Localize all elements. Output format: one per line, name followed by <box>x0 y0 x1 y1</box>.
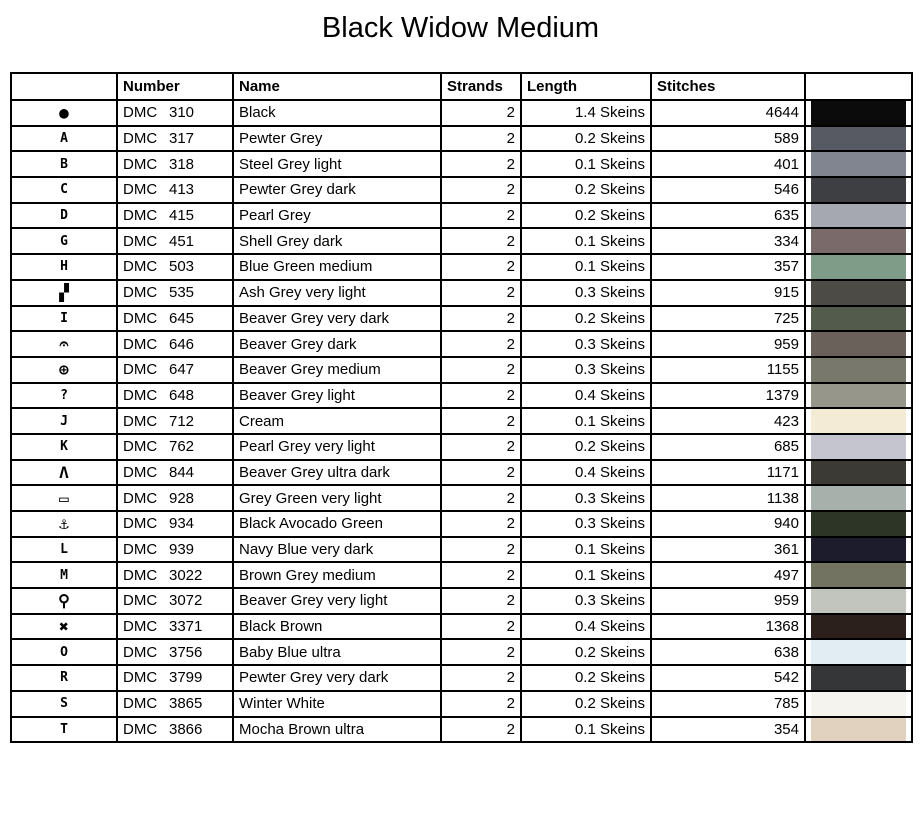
thread-code: 762 <box>169 438 195 456</box>
name-column-header: Name <box>233 73 441 100</box>
pattern-symbol: L <box>11 537 117 563</box>
thread-code: 503 <box>169 258 195 276</box>
stitch-count: 1368 <box>651 614 805 640</box>
color-swatch <box>811 409 906 433</box>
color-swatch <box>811 666 906 690</box>
color-swatch <box>811 589 906 613</box>
color-swatch <box>811 718 906 742</box>
strands-count: 2 <box>441 717 521 743</box>
thread-name: Black Brown <box>233 614 441 640</box>
table-row <box>11 639 912 665</box>
thread-code: 3022 <box>169 566 203 584</box>
thread-number-cell <box>117 588 233 614</box>
thread-brand: DMC <box>123 438 158 456</box>
thread-code: 648 <box>169 386 195 404</box>
table-row <box>11 665 912 691</box>
page-title: Black Widow Medium <box>321 12 600 44</box>
color-column-header <box>805 73 912 100</box>
strands-count: 2 <box>441 562 521 588</box>
pattern-symbol: B <box>11 151 117 177</box>
strands-count: 2 <box>441 408 521 434</box>
table-row <box>11 306 912 332</box>
color-swatch <box>811 461 906 485</box>
color-swatch-cell <box>805 280 912 306</box>
table-row <box>11 588 912 614</box>
strands-count: 2 <box>441 691 521 717</box>
color-swatch <box>811 692 906 716</box>
stitch-count: 354 <box>651 717 805 743</box>
thread-length: 0.4 Skeins <box>521 460 651 486</box>
pattern-symbol: S <box>11 691 117 717</box>
color-swatch-cell <box>805 177 912 203</box>
table-row <box>11 228 912 254</box>
thread-code: 939 <box>169 541 195 559</box>
color-swatch <box>811 486 906 510</box>
stitch-count: 635 <box>651 203 805 229</box>
thread-length: 0.2 Skeins <box>521 306 651 332</box>
thread-length: 0.2 Skeins <box>521 203 651 229</box>
thread-length: 0.2 Skeins <box>521 691 651 717</box>
thread-brand: DMC <box>123 181 158 199</box>
thread-number-cell <box>117 306 233 332</box>
stitch-count: 357 <box>651 254 805 280</box>
thread-length: 0.3 Skeins <box>521 485 651 511</box>
color-swatch-cell <box>805 588 912 614</box>
pattern-symbol: Λ <box>11 460 117 486</box>
thread-brand: DMC <box>123 463 158 481</box>
thread-length: 1.4 Skeins <box>521 100 651 126</box>
color-swatch-cell <box>805 717 912 743</box>
thread-brand: DMC <box>123 155 158 173</box>
table-row <box>11 717 912 743</box>
stitch-count: 334 <box>651 228 805 254</box>
thread-code: 844 <box>169 463 195 481</box>
table-row <box>11 614 912 640</box>
pattern-symbol: A <box>11 126 117 152</box>
number-column-header: Number <box>117 73 233 100</box>
thread-brand: DMC <box>123 335 158 353</box>
strands-count: 2 <box>441 588 521 614</box>
color-swatch-cell <box>805 511 912 537</box>
strands-count: 2 <box>441 639 521 665</box>
color-swatch-cell <box>805 485 912 511</box>
strands-count: 2 <box>441 126 521 152</box>
stitch-count: 589 <box>651 126 805 152</box>
stitch-count: 401 <box>651 151 805 177</box>
thread-name: Baby Blue ultra <box>233 639 441 665</box>
thread-number-cell <box>117 203 233 229</box>
thread-name: Cream <box>233 408 441 434</box>
strands-count: 2 <box>441 177 521 203</box>
thread-name: Beaver Grey medium <box>233 357 441 383</box>
strands-column-header: Strands <box>441 73 521 100</box>
color-swatch <box>811 512 906 536</box>
table-row <box>11 408 912 434</box>
color-swatch <box>811 538 906 562</box>
thread-name: Pewter Grey <box>233 126 441 152</box>
thread-name: Ash Grey very light <box>233 280 441 306</box>
color-swatch <box>811 615 906 639</box>
thread-brand: DMC <box>123 643 158 661</box>
pattern-symbol: K <box>11 434 117 460</box>
stitch-count: 725 <box>651 306 805 332</box>
thread-number-cell <box>117 126 233 152</box>
thread-code: 317 <box>169 130 195 148</box>
thread-number-cell <box>117 383 233 409</box>
strands-count: 2 <box>441 203 521 229</box>
stitch-count: 1171 <box>651 460 805 486</box>
color-swatch <box>811 307 906 331</box>
thread-name: Pewter Grey very dark <box>233 665 441 691</box>
thread-name: Winter White <box>233 691 441 717</box>
thread-brand: DMC <box>123 669 158 687</box>
strands-count: 2 <box>441 485 521 511</box>
thread-name: Black Avocado Green <box>233 511 441 537</box>
strands-count: 2 <box>441 434 521 460</box>
color-swatch <box>811 127 906 151</box>
strands-count: 2 <box>441 383 521 409</box>
pattern-symbol: J <box>11 408 117 434</box>
thread-name: Pewter Grey dark <box>233 177 441 203</box>
color-swatch-cell <box>805 434 912 460</box>
strands-count: 2 <box>441 511 521 537</box>
color-swatch-cell <box>805 665 912 691</box>
pattern-symbol: I <box>11 306 117 332</box>
thread-code: 413 <box>169 181 195 199</box>
thread-brand: DMC <box>123 412 158 430</box>
thread-brand: DMC <box>123 232 158 250</box>
thread-code: 647 <box>169 361 195 379</box>
thread-length: 0.2 Skeins <box>521 126 651 152</box>
thread-code: 3865 <box>169 695 203 713</box>
thread-code: 645 <box>169 309 195 327</box>
table-header-row <box>11 73 912 100</box>
thread-code: 318 <box>169 155 195 173</box>
strands-count: 2 <box>441 460 521 486</box>
thread-name: Shell Grey dark <box>233 228 441 254</box>
thread-number-cell <box>117 177 233 203</box>
pattern-symbol: O <box>11 639 117 665</box>
stitch-count: 361 <box>651 537 805 563</box>
pattern-symbol: ⊕ <box>11 357 117 383</box>
strands-count: 2 <box>441 280 521 306</box>
thread-number-cell <box>117 254 233 280</box>
stitch-count: 4644 <box>651 100 805 126</box>
table-row <box>11 254 912 280</box>
pattern-symbol: D <box>11 203 117 229</box>
thread-number-cell <box>117 614 233 640</box>
strands-count: 2 <box>441 614 521 640</box>
thread-code: 934 <box>169 515 195 533</box>
color-swatch <box>811 332 906 356</box>
color-swatch <box>811 152 906 176</box>
color-swatch <box>811 101 906 125</box>
color-swatch-cell <box>805 691 912 717</box>
thread-length: 0.3 Skeins <box>521 588 651 614</box>
thread-number-cell <box>117 460 233 486</box>
stitch-count: 638 <box>651 639 805 665</box>
thread-name: Beaver Grey dark <box>233 331 441 357</box>
thread-length: 0.4 Skeins <box>521 614 651 640</box>
thread-code: 3866 <box>169 720 203 738</box>
thread-number-cell <box>117 280 233 306</box>
table-row <box>11 460 912 486</box>
thread-brand: DMC <box>123 258 158 276</box>
color-swatch-cell <box>805 306 912 332</box>
thread-length: 0.2 Skeins <box>521 434 651 460</box>
strands-count: 2 <box>441 357 521 383</box>
thread-length: 0.3 Skeins <box>521 331 651 357</box>
thread-length: 0.1 Skeins <box>521 254 651 280</box>
thread-number-cell <box>117 408 233 434</box>
pattern-symbol: H <box>11 254 117 280</box>
thread-brand: DMC <box>123 695 158 713</box>
thread-brand: DMC <box>123 489 158 507</box>
length-column-header: Length <box>521 73 651 100</box>
thread-name: Steel Grey light <box>233 151 441 177</box>
thread-length: 0.1 Skeins <box>521 562 651 588</box>
thread-code: 928 <box>169 489 195 507</box>
stitch-count: 423 <box>651 408 805 434</box>
stitch-count: 1138 <box>651 485 805 511</box>
pattern-symbol: T <box>11 717 117 743</box>
color-swatch-cell <box>805 331 912 357</box>
color-swatch <box>811 358 906 382</box>
thread-code: 3072 <box>169 592 203 610</box>
thread-brand: DMC <box>123 309 158 327</box>
thread-name: Black <box>233 100 441 126</box>
thread-brand: DMC <box>123 207 158 225</box>
table-row <box>11 691 912 717</box>
color-swatch <box>811 640 906 664</box>
table-row <box>11 357 912 383</box>
table-row <box>11 280 912 306</box>
pattern-symbol: ? <box>11 383 117 409</box>
thread-code: 415 <box>169 207 195 225</box>
thread-length: 0.2 Skeins <box>521 665 651 691</box>
thread-length: 0.1 Skeins <box>521 228 651 254</box>
thread-number-cell <box>117 151 233 177</box>
table-row <box>11 100 912 126</box>
pattern-symbol: ● <box>11 100 117 126</box>
table-row <box>11 177 912 203</box>
stitch-count: 497 <box>651 562 805 588</box>
table-row <box>11 434 912 460</box>
thread-code: 3756 <box>169 643 203 661</box>
color-swatch <box>811 384 906 408</box>
thread-number-cell <box>117 717 233 743</box>
stitches-column-header: Stitches <box>651 73 805 100</box>
thread-name: Grey Green very light <box>233 485 441 511</box>
strands-count: 2 <box>441 665 521 691</box>
stitch-count: 959 <box>651 588 805 614</box>
thread-number-cell <box>117 228 233 254</box>
thread-name: Blue Green medium <box>233 254 441 280</box>
table-row <box>11 126 912 152</box>
thread-code: 3799 <box>169 669 203 687</box>
strands-count: 2 <box>441 228 521 254</box>
thread-brand: DMC <box>123 618 158 636</box>
strands-count: 2 <box>441 306 521 332</box>
thread-brand: DMC <box>123 515 158 533</box>
color-swatch-cell <box>805 203 912 229</box>
color-swatch-cell <box>805 357 912 383</box>
pattern-symbol: C <box>11 177 117 203</box>
thread-brand: DMC <box>123 566 158 584</box>
thread-length: 0.2 Skeins <box>521 177 651 203</box>
stitch-count: 685 <box>651 434 805 460</box>
stitch-count: 1155 <box>651 357 805 383</box>
thread-number-cell <box>117 691 233 717</box>
thread-number-cell <box>117 511 233 537</box>
thread-name: Beaver Grey light <box>233 383 441 409</box>
thread-length: 0.1 Skeins <box>521 151 651 177</box>
table-row <box>11 203 912 229</box>
thread-code: 310 <box>169 104 195 122</box>
table-row <box>11 511 912 537</box>
thread-number-cell <box>117 639 233 665</box>
color-swatch-cell <box>805 383 912 409</box>
thread-number-cell <box>117 665 233 691</box>
thread-code: 3371 <box>169 618 203 636</box>
thread-code: 646 <box>169 335 195 353</box>
color-swatch <box>811 281 906 305</box>
thread-name: Pearl Grey very light <box>233 434 441 460</box>
color-swatch-cell <box>805 639 912 665</box>
stitch-count: 542 <box>651 665 805 691</box>
thread-length: 0.1 Skeins <box>521 408 651 434</box>
thread-length: 0.3 Skeins <box>521 280 651 306</box>
pattern-symbol: ▭ <box>11 485 117 511</box>
table-row <box>11 331 912 357</box>
pattern-symbol: ✖ <box>11 614 117 640</box>
strands-count: 2 <box>441 100 521 126</box>
color-swatch <box>811 255 906 279</box>
color-swatch-cell <box>805 228 912 254</box>
thread-name: Beaver Grey ultra dark <box>233 460 441 486</box>
strands-count: 2 <box>441 537 521 563</box>
stitch-count: 915 <box>651 280 805 306</box>
thread-brand: DMC <box>123 284 158 302</box>
strands-count: 2 <box>441 254 521 280</box>
table-row <box>11 562 912 588</box>
pattern-symbol: ▞ <box>11 280 117 306</box>
color-swatch-cell <box>805 151 912 177</box>
thread-brand: DMC <box>123 104 158 122</box>
thread-code: 712 <box>169 412 195 430</box>
thread-brand: DMC <box>123 361 158 379</box>
pattern-symbol: 𝄐 <box>11 331 117 357</box>
pattern-symbol: ⚓ <box>11 511 117 537</box>
pattern-symbol: R <box>11 665 117 691</box>
thread-length: 0.3 Skeins <box>521 511 651 537</box>
pattern-symbol: ⚲ <box>11 588 117 614</box>
table-row <box>11 485 912 511</box>
pattern-symbol: M <box>11 562 117 588</box>
symbol-column-header <box>11 73 117 100</box>
thread-length: 0.2 Skeins <box>521 639 651 665</box>
stitch-count: 959 <box>651 331 805 357</box>
color-swatch-cell <box>805 614 912 640</box>
thread-number-cell <box>117 331 233 357</box>
stitch-count: 1379 <box>651 383 805 409</box>
thread-number-cell <box>117 100 233 126</box>
thread-name: Beaver Grey very light <box>233 588 441 614</box>
thread-brand: DMC <box>123 386 158 404</box>
thread-legend-table <box>10 72 913 743</box>
color-swatch-cell <box>805 537 912 563</box>
thread-brand: DMC <box>123 541 158 559</box>
thread-name: Beaver Grey very dark <box>233 306 441 332</box>
color-swatch <box>811 178 906 202</box>
stitch-count: 785 <box>651 691 805 717</box>
color-swatch-cell <box>805 126 912 152</box>
thread-length: 0.1 Skeins <box>521 537 651 563</box>
color-swatch-cell <box>805 562 912 588</box>
thread-code: 535 <box>169 284 195 302</box>
thread-number-cell <box>117 537 233 563</box>
thread-number-cell <box>117 485 233 511</box>
thread-code: 451 <box>169 232 195 250</box>
thread-name: Brown Grey medium <box>233 562 441 588</box>
thread-length: 0.3 Skeins <box>521 357 651 383</box>
stitch-count: 940 <box>651 511 805 537</box>
color-swatch <box>811 435 906 459</box>
table-row <box>11 151 912 177</box>
color-swatch <box>811 204 906 228</box>
pattern-symbol: G <box>11 228 117 254</box>
table-row <box>11 383 912 409</box>
thread-name: Mocha Brown ultra <box>233 717 441 743</box>
thread-number-cell <box>117 434 233 460</box>
strands-count: 2 <box>441 151 521 177</box>
color-swatch-cell <box>805 100 912 126</box>
thread-number-cell <box>117 562 233 588</box>
thread-length: 0.4 Skeins <box>521 383 651 409</box>
thread-name: Pearl Grey <box>233 203 441 229</box>
thread-number-cell <box>117 357 233 383</box>
color-swatch-cell <box>805 254 912 280</box>
table-row <box>11 537 912 563</box>
color-swatch <box>811 229 906 253</box>
color-swatch <box>811 563 906 587</box>
thread-name: Navy Blue very dark <box>233 537 441 563</box>
thread-brand: DMC <box>123 130 158 148</box>
thread-length: 0.1 Skeins <box>521 717 651 743</box>
thread-brand: DMC <box>123 720 158 738</box>
color-swatch-cell <box>805 460 912 486</box>
thread-brand: DMC <box>123 592 158 610</box>
color-swatch-cell <box>805 408 912 434</box>
strands-count: 2 <box>441 331 521 357</box>
stitch-count: 546 <box>651 177 805 203</box>
